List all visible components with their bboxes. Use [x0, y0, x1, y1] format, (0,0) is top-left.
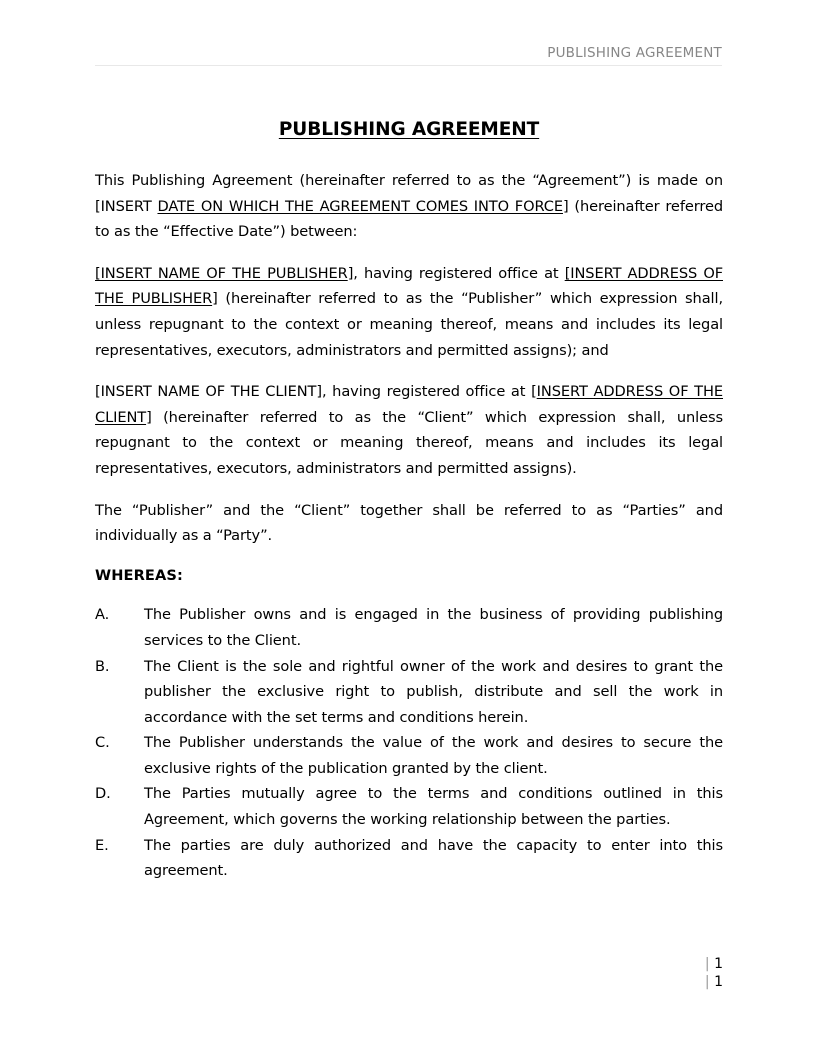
paragraph-client-party — [95, 379, 723, 481]
footer-line-2 — [95, 973, 723, 991]
paragraph-1-part-a: This Publishing Agreement (hereinafter referred to as the “Agreement”) is made on [INSERT — [95, 172, 723, 215]
list-item — [95, 730, 723, 781]
footer-separator-bar: | — [704, 956, 715, 972]
list-item-text: The Parties mutually agree to the terms and conditions outlined in this Agreement, which governs the working relationship between the parties. — [144, 785, 723, 829]
page-title-text: PUBLISHING AGREEMENT — [278, 119, 540, 140]
list-item-text: The parties are duly authorized and have the capacity to enter into this agreement. — [144, 836, 723, 880]
header-title: PUBLISHING AGREEMENT — [547, 45, 722, 61]
list-item-text: The Publisher understands the value of the work and desires to secure the exclusive rights of the publication granted by the client. — [144, 734, 723, 777]
whereas-heading: WHEREAS: — [95, 566, 183, 584]
list-item-marker: E. — [95, 836, 109, 854]
header-divider — [95, 65, 722, 66]
document-footer — [95, 955, 723, 991]
recitals-list — [95, 602, 723, 884]
page-title — [95, 118, 723, 142]
list-item-marker: C. — [95, 734, 110, 752]
paragraph-3-part-b: ] (hereinafter referred to as the “Client” which expression shall, unless repugnant to the context or meaning thereof, means and includes its legal representatives, executors, administrators and permitted assigns). — [95, 408, 723, 477]
placeholder-client-address: INSERT ADDRESS OF THE CLIENT — [95, 383, 723, 426]
page-number: 1 — [714, 956, 723, 972]
list-item-marker: A. — [95, 606, 110, 624]
footer-separator-bar: | — [704, 974, 715, 990]
paragraph-3-part-a: [INSERT NAME OF THE CLIENT], having registered office at [ — [95, 383, 537, 401]
placeholder-effective-date: DATE ON WHICH THE AGREEMENT COMES INTO FORCE — [157, 197, 563, 215]
list-item — [95, 781, 723, 832]
footer-line-1 — [95, 955, 723, 973]
list-item — [95, 833, 723, 884]
document-body — [95, 118, 723, 884]
list-item-text: The Publisher owns and is engaged in the business of providing publishing services to the Client. — [144, 606, 723, 649]
paragraph-2-part-b: ] (hereinafter referred to as the “Publisher” which expression shall, unless repugnant to the context or meaning thereof, means and includes its legal representatives, executors, administrators and permitted assigns); and — [95, 290, 723, 359]
list-item-text: The Client is the sole and rightful owner of the work and desires to grant the publisher the exclusive right to publish, distribute and sell the work in accordance with the set terms and conditions herein. — [144, 657, 723, 726]
paragraph-2-part-a: ], having registered office at — [347, 264, 565, 282]
paragraph-publisher-party — [95, 261, 723, 363]
placeholder-publisher-name: [INSERT NAME OF THE PUBLISHER — [95, 264, 348, 282]
placeholder-publisher-address: [INSERT ADDRESS OF THE PUBLISHER — [95, 264, 723, 308]
paragraph-parties-definition: The “Publisher” and the “Client” together shall be referred to as “Parties” and individually as a “Party”. — [95, 501, 723, 545]
document-header — [95, 44, 722, 66]
list-item — [95, 602, 723, 653]
list-item-marker: B. — [95, 657, 110, 675]
paragraph-recitals-intro — [95, 168, 723, 245]
paragraph-1-part-b: ] (hereinafter referred to as the “Effective Date”) between: — [95, 197, 723, 241]
list-item-marker: D. — [95, 785, 111, 803]
page-number: 1 — [714, 974, 723, 990]
list-item — [95, 654, 723, 731]
